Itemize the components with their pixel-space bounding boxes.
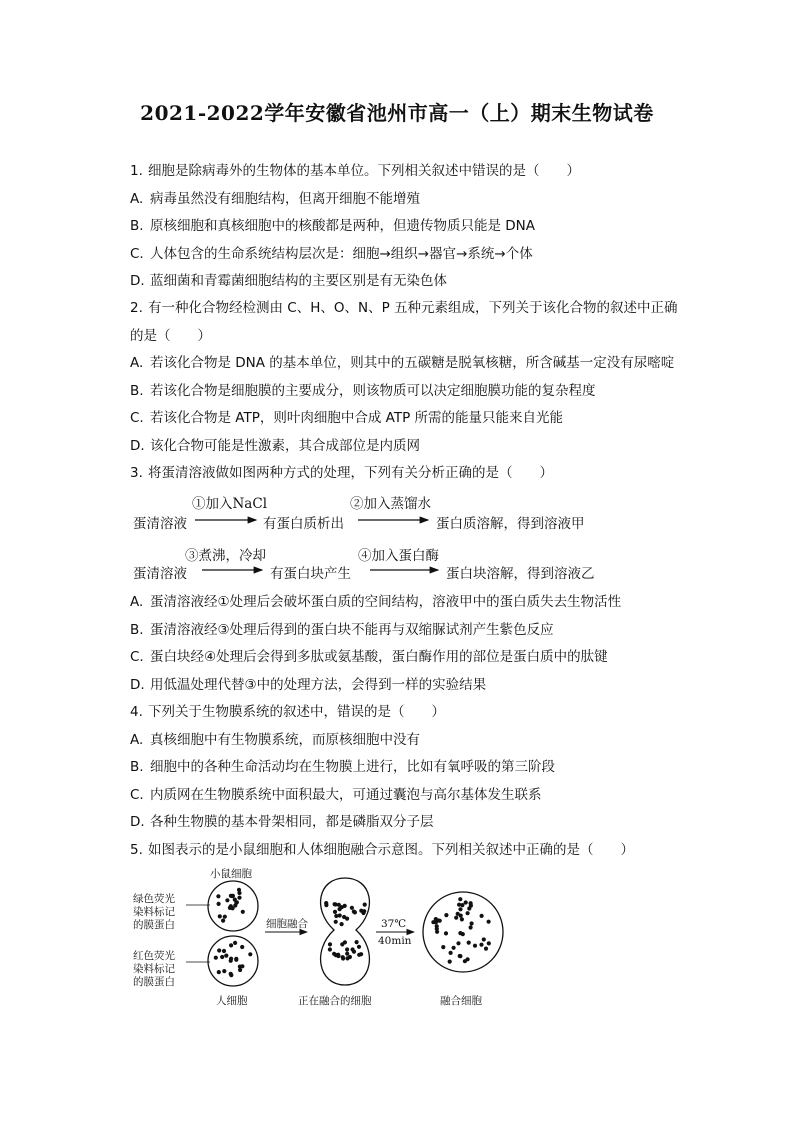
membrane-protein-dot: [340, 922, 344, 926]
diagram-step-4: ④加入蛋白酶: [358, 548, 439, 564]
question-2-stem-cont: 的是（ ）: [130, 328, 211, 344]
question-number: 1.: [130, 163, 143, 179]
question-number: 2.: [130, 300, 143, 316]
membrane-protein-dot: [222, 949, 226, 953]
membrane-protein-dot: [479, 943, 483, 947]
question-2-option-a: A. 若该化合物是 DNA 的基本单位，则其中的五碳糖是脱氧核糖，所含碱基一定没有尿嘧啶: [130, 355, 675, 371]
question-4-stem: 4. 下列关于生物膜系统的叙述中，错误的是（ ）: [130, 704, 445, 720]
human-cell-label: 人细胞: [216, 995, 248, 1007]
membrane-protein-dot: [224, 954, 228, 958]
membrane-protein-dot: [363, 903, 367, 907]
membrane-protein-dot: [454, 916, 458, 920]
question-3-option-d: D. 用低温处理代替③中的处理方法，会得到一样的实验结果: [130, 677, 487, 693]
membrane-protein-dot: [464, 900, 468, 904]
membrane-protein-dot: [217, 902, 221, 906]
membrane-protein-dot: [473, 944, 477, 948]
membrane-protein-dot: [460, 917, 464, 921]
membrane-protein-dot: [240, 964, 244, 968]
membrane-protein-dot: [237, 896, 241, 900]
membrane-protein-dot: [351, 947, 355, 951]
membrane-protein-dot: [361, 911, 365, 915]
question-number: 3.: [130, 465, 143, 481]
question-2-option-b: B. 若该化合物是细胞膜的主要成分，则该物质可以决定细胞膜功能的复杂程度: [130, 383, 596, 399]
membrane-protein-dot: [334, 914, 338, 918]
membrane-protein-dot: [435, 919, 439, 923]
fused-cell-label: 融合细胞: [440, 995, 482, 1007]
membrane-protein-dot: [324, 901, 328, 905]
membrane-protein-dot: [456, 941, 460, 945]
question-1-option-b: B. 原核细胞和真核细胞中的核酸都是两种，但遗传物质只能是 DNA: [130, 218, 536, 234]
mouse-cell-label: 小鼠细胞: [210, 868, 252, 880]
time-label: 40min: [378, 935, 412, 947]
question-1-option-c: C. 人体包含的生命系统结构层次是：细胞→组织→器官→系统→个体: [130, 246, 533, 262]
mouse-cell-shape: [208, 881, 258, 931]
question-2-option-d: D. 该化合物可能是性激素，其合成部位是内质网: [130, 438, 420, 454]
membrane-protein-dot: [225, 898, 229, 902]
fusing-cell-label: 正在融合的细胞: [298, 995, 372, 1007]
membrane-protein-dot: [466, 911, 470, 915]
membrane-protein-dot: [229, 943, 233, 947]
membrane-protein-dot: [470, 921, 474, 925]
question-number: 4.: [130, 704, 143, 720]
fusion-step-label: 细胞融合: [266, 918, 308, 930]
membrane-protein-dot: [355, 940, 359, 944]
membrane-protein-dot: [333, 910, 337, 914]
membrane-protein-dot: [248, 952, 252, 956]
membrane-protein-dot: [328, 942, 332, 946]
question-1-option-a: A. 病毒虽然没有细胞结构，但离开细胞不能增殖: [130, 191, 420, 207]
diagram-mid-2: 有蛋白块产生: [270, 566, 351, 582]
diagram-start-1: 蛋清溶液: [133, 516, 187, 532]
membrane-protein-dot: [484, 947, 488, 951]
membrane-protein-dot: [336, 953, 340, 957]
membrane-protein-dot: [441, 945, 445, 949]
membrane-protein-dot: [444, 931, 448, 935]
membrane-protein-dot: [452, 946, 456, 950]
diagram-step-2: ②加入蒸馏水: [350, 496, 431, 512]
membrane-protein-dot: [238, 968, 242, 972]
membrane-protein-dot: [230, 894, 234, 898]
membrane-protein-dot: [345, 947, 349, 951]
question-3-option-b: B. 蛋清溶液经③处理后得到的蛋白块不能再与双缩脲试剂产生紫色反应: [130, 622, 554, 638]
membrane-protein-dot: [343, 940, 347, 944]
question-1-stem: 1. 细胞是除病毒外的生物体的基本单位。下列相关叙述中错误的是（ ）: [130, 163, 580, 179]
membrane-protein-dot: [345, 952, 349, 956]
question-4-option-c: C. 内质网在生物膜系统中面积最大，可通过囊泡与高尔基体发生联系: [130, 787, 542, 803]
membrane-protein-dot: [463, 959, 467, 963]
question-4-option-d: D. 各种生物膜的基本骨架相同，都是磷脂双分子层: [130, 814, 434, 830]
membrane-protein-dot: [456, 912, 460, 916]
question-2-stem: 2. 有一种化合物经检测由 C、H、O、N、P 五种元素组成，下列关于该化合物的叙述中正确: [130, 300, 678, 316]
question-number: 5.: [130, 842, 143, 858]
membrane-protein-dot: [228, 906, 232, 910]
membrane-protein-dot: [345, 917, 349, 921]
green-label-3: 的膜蛋白: [133, 919, 175, 931]
membrane-protein-dot: [233, 941, 237, 945]
question-1-option-d: D. 蓝细菌和青霉菌细胞结构的主要区别是有无染色体: [130, 273, 447, 289]
diagram-step-3: ③煮沸，冷却: [185, 548, 266, 564]
diagram-end-2: 蛋白块溶解，得到溶液乙: [446, 566, 595, 582]
membrane-protein-dot: [460, 903, 464, 907]
membrane-protein-dot: [221, 919, 225, 923]
membrane-protein-dot: [240, 945, 244, 949]
red-label-1: 红色荧光: [133, 950, 175, 962]
red-label-3: 的膜蛋白: [133, 976, 175, 988]
membrane-protein-dot: [357, 945, 361, 949]
membrane-protein-dot: [235, 900, 239, 904]
membrane-protein-dot: [469, 925, 473, 929]
membrane-protein-dot: [337, 903, 341, 907]
human-cell-shape: [208, 936, 258, 986]
membrane-protein-dot: [467, 906, 471, 910]
membrane-protein-dot: [458, 907, 462, 911]
membrane-protein-dot: [229, 957, 233, 961]
fusing-cell-shape: [321, 878, 370, 985]
green-label-1: 绿色荧光: [133, 893, 175, 905]
membrane-protein-dot: [222, 969, 226, 973]
membrane-protein-dot: [448, 960, 452, 964]
membrane-protein-dot: [241, 910, 245, 914]
membrane-protein-dot: [332, 952, 336, 956]
membrane-protein-dot: [350, 906, 354, 910]
membrane-protein-dot: [467, 941, 471, 945]
membrane-protein-dot: [220, 955, 224, 959]
question-4-option-b: B. 细胞中的各种生命活动均在生物膜上进行，比如有氧呼吸的第三阶段: [130, 759, 555, 775]
membrane-protein-dot: [458, 931, 462, 935]
membrane-protein-dot: [482, 937, 486, 941]
membrane-protein-dot: [480, 914, 484, 918]
question-2-option-c: C. 若该化合物是 ATP，则叶肉细胞中合成 ATP 所需的能量只能来自光能: [130, 410, 564, 426]
membrane-protein-dot: [229, 973, 233, 977]
membrane-protein-dot: [444, 913, 448, 917]
question-3-stem: 3. 将蛋清溶液做如图两种方式的处理，下列有关分析正确的是（ ）: [130, 465, 553, 481]
question-4-option-a: A. 真核细胞中有生物膜系统，而原核细胞中没有: [130, 732, 420, 748]
membrane-protein-dot: [487, 920, 491, 924]
diagram-end-1: 蛋白质溶解，得到溶液甲: [436, 516, 585, 532]
membrane-protein-dot: [487, 941, 491, 945]
membrane-protein-dot: [458, 897, 462, 901]
membrane-protein-dot: [328, 947, 332, 951]
question-5-stem: 5. 如图表示的是小鼠细胞和人体细胞融合示意图。下列相关叙述中正确的是（ ）: [130, 842, 634, 858]
diagram-mid-1: 有蛋白质析出: [263, 516, 344, 532]
membrane-protein-dot: [469, 901, 473, 905]
membrane-protein-dot: [348, 955, 352, 959]
question-3-option-c: C. 蛋白块经④处理后会得到多肽或氨基酸，蛋白酶作用的部位是蛋白质中的肽键: [130, 649, 608, 665]
membrane-protein-dot: [217, 970, 221, 974]
membrane-protein-dot: [218, 914, 222, 918]
membrane-protein-dot: [214, 956, 218, 960]
membrane-protein-dot: [237, 891, 241, 895]
membrane-protein-dot: [334, 920, 338, 924]
membrane-protein-dot: [435, 927, 439, 931]
membrane-protein-dot: [357, 953, 361, 957]
green-label-2: 染料标记: [133, 906, 175, 918]
membrane-protein-dot: [353, 910, 357, 914]
membrane-protein-dot: [449, 951, 453, 955]
membrane-protein-dot: [223, 915, 227, 919]
membrane-protein-dot: [341, 956, 345, 960]
temperature-label: 37℃: [381, 918, 407, 930]
membrane-protein-dot: [217, 948, 221, 952]
question-3-option-a: A. 蛋清溶液经①处理后会破坏蛋白质的空间结构，溶液甲中的蛋白质失去生物活性: [130, 594, 622, 610]
diagram-step-1: ①加入NaCl: [192, 496, 268, 512]
membrane-protein-dot: [458, 954, 462, 958]
page-title: 2021-2022学年安徽省池州市高一（上）期末生物试卷: [140, 101, 654, 125]
membrane-protein-dot: [216, 894, 220, 898]
diagram-start-2: 蛋清溶液: [133, 566, 187, 582]
red-label-2: 染料标记: [133, 963, 175, 975]
membrane-protein-dot: [234, 958, 238, 962]
